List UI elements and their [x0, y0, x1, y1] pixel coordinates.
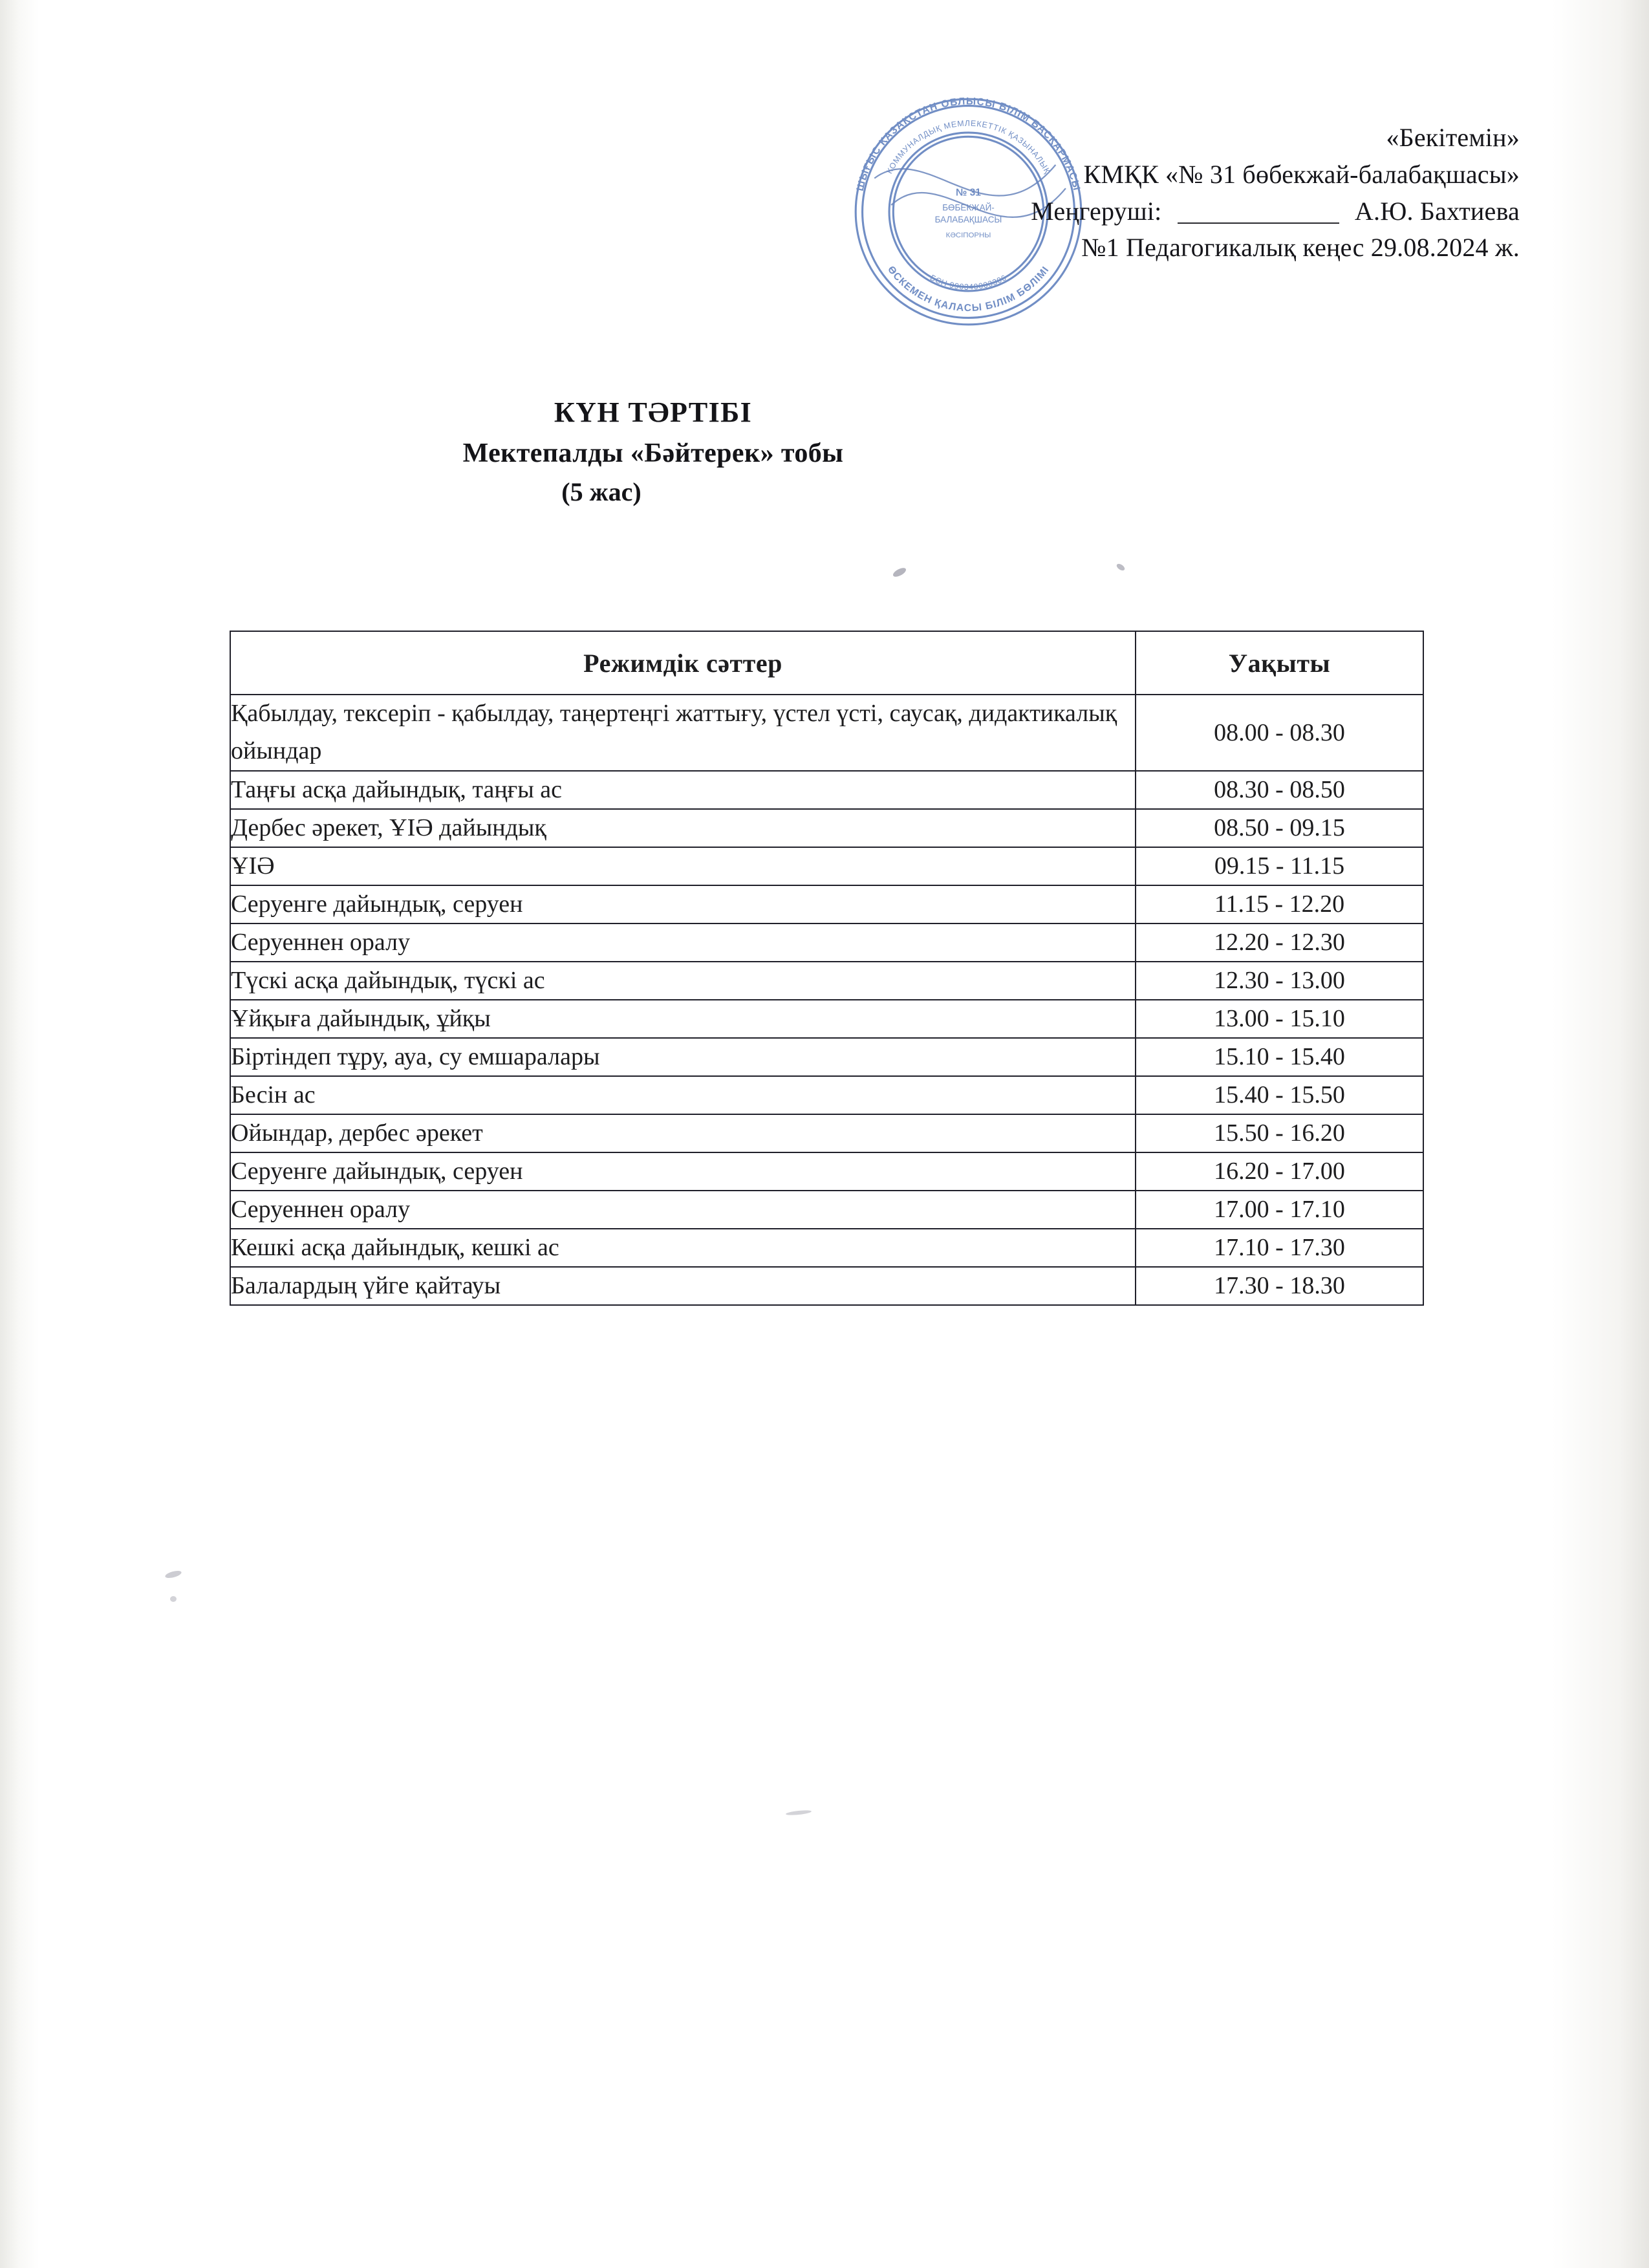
approval-line-organization: КМҚК «№ 31 бөбекжай-балабақшасы»	[1083, 159, 1520, 189]
cell-time: 08.30 - 08.50	[1136, 771, 1423, 809]
table-row	[230, 809, 1423, 847]
cell-activity: Кешкі асқа дайындық, кешкі ас	[230, 1229, 1136, 1267]
table-row	[230, 1229, 1423, 1267]
cell-time: 08.00 - 08.30	[1136, 695, 1423, 771]
approval-line-council: №1 Педагогикалық кеңес 29.08.2024 ж.	[1081, 233, 1520, 263]
age-subtitle: (5 жас)	[561, 477, 641, 506]
cell-time: 12.30 - 13.00	[1136, 962, 1423, 1000]
approval-signer-name: А.Ю. Бахтиева	[1354, 196, 1520, 226]
scan-artifact	[786, 1809, 812, 1816]
cell-activity: Серуенге дайындық, серуен	[230, 885, 1136, 923]
table-row	[230, 695, 1423, 771]
svg-text:БСН 990340003306: БСН 990340003306	[928, 273, 1009, 292]
cell-activity: Ұйқыға дайындық, ұйқы	[230, 1000, 1136, 1038]
table-row	[230, 1267, 1423, 1305]
scan-artifact	[892, 566, 907, 578]
table-row	[230, 923, 1423, 962]
scan-artifact	[170, 1596, 177, 1602]
cell-time: 08.50 - 09.15	[1136, 809, 1423, 847]
table-row	[230, 885, 1423, 923]
cell-activity: Түскі асқа дайындық, түскі ас	[230, 962, 1136, 1000]
scan-artifact	[164, 1570, 182, 1579]
cell-time: 09.15 - 11.15	[1136, 847, 1423, 885]
table-row	[230, 1000, 1423, 1038]
table-row	[230, 962, 1423, 1000]
table-row	[230, 1038, 1423, 1076]
cell-activity: Серуеннен оралу	[230, 923, 1136, 962]
svg-text:ШЫҒЫС ҚАЗАҚСТАН ОБЛЫСЫ БІЛІМ Б: ШЫҒЫС ҚАЗАҚСТАН ОБЛЫСЫ БІЛІМ БАСҚАРМАСЫ	[854, 96, 1083, 193]
table-header-row	[230, 631, 1423, 695]
approval-line-approve: «Бекітемін»	[1386, 123, 1520, 152]
cell-time: 15.10 - 15.40	[1136, 1038, 1423, 1076]
scan-edge-left	[0, 0, 19, 2268]
daily-schedule-table	[230, 631, 1423, 1306]
cell-activity: Ойындар, дербес әрекет	[230, 1114, 1136, 1152]
cell-time: 15.40 - 15.50	[1136, 1076, 1423, 1114]
svg-text:БӨБЕКЖАЙ-: БӨБЕКЖАЙ-	[942, 202, 995, 213]
cell-time: 17.00 - 17.10	[1136, 1191, 1423, 1229]
approval-line-signature	[834, 193, 1520, 230]
table-row	[230, 771, 1423, 809]
column-header-time: Уақыты	[1136, 631, 1423, 695]
group-subtitle: Мектепалды «Бәйтерек» тобы	[462, 438, 844, 468]
svg-text:КОММУНАЛДЫҚ МЕМЛЕКЕТТІК ҚАЗЫНА: КОММУНАЛДЫҚ МЕМЛЕКЕТТІК ҚАЗЫНАЛЫҚ	[885, 118, 1052, 175]
scan-artifact	[1116, 563, 1126, 572]
page-title: КҮН ТӘРТІБІ	[554, 396, 753, 428]
table-row	[230, 1152, 1423, 1191]
scan-edge-right	[1619, 0, 1649, 2268]
cell-activity: Бесін ас	[230, 1076, 1136, 1114]
cell-activity: Дербес әрекет, ҰІӘ дайындық	[230, 809, 1136, 847]
table-row	[230, 1114, 1423, 1152]
approval-role-label: Меңгеруші:	[1031, 196, 1162, 226]
cell-time: 13.00 - 15.10	[1136, 1000, 1423, 1038]
cell-time: 12.20 - 12.30	[1136, 923, 1423, 962]
cell-activity: Біртіндеп тұру, ауа, су емшаралары	[230, 1038, 1136, 1076]
cell-activity: Таңғы асқа дайындық, таңғы ас	[230, 771, 1136, 809]
cell-activity: Серуеннен оралу	[230, 1191, 1136, 1229]
cell-activity: Балалардың үйге қайтауы	[230, 1267, 1136, 1305]
svg-text:КӘСІПОРНЫ: КӘСІПОРНЫ	[945, 231, 991, 239]
table-row	[230, 1076, 1423, 1114]
cell-activity: ҰІӘ	[230, 847, 1136, 885]
table-row	[230, 847, 1423, 885]
cell-time: 17.10 - 17.30	[1136, 1229, 1423, 1267]
column-header-activity: Режимдік сәттер	[230, 631, 1136, 695]
cell-activity: Қабылдау, тексеріп - қабылдау, таңертеңгі жаттығу, үстел үсті, саусақ, дидактикалық ойындар	[230, 695, 1136, 771]
table-row	[230, 1191, 1423, 1229]
cell-time: 16.20 - 17.00	[1136, 1152, 1423, 1191]
cell-activity: Серуенге дайындық, серуен	[230, 1152, 1136, 1191]
signature-line	[1178, 206, 1339, 224]
cell-time: 17.30 - 18.30	[1136, 1267, 1423, 1305]
cell-time: 15.50 - 16.20	[1136, 1114, 1423, 1152]
svg-text:БАЛАБАҚШАСЫ: БАЛАБАҚШАСЫ	[934, 215, 1002, 225]
approval-block	[834, 120, 1520, 266]
document-title-block	[0, 396, 1649, 507]
cell-time: 11.15 - 12.20	[1136, 885, 1423, 923]
svg-text:ӨСКЕМЕН ҚАЛАСЫ БІЛІМ БӨЛІМІ: ӨСКЕМЕН ҚАЛАСЫ БІЛІМ БӨЛІМІ	[885, 264, 1052, 314]
svg-text:№ 31: № 31	[956, 187, 981, 199]
